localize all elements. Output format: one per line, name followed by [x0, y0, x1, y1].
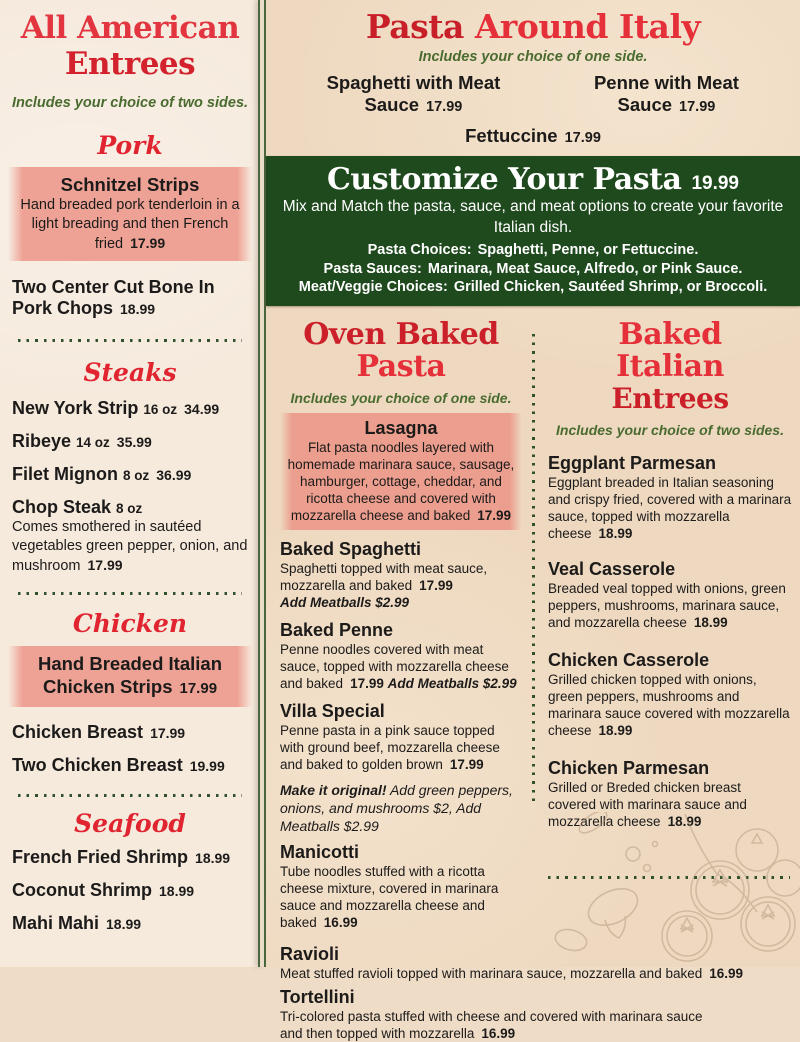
- desc-text: Penne noodles covered with meat sauce, topped with mozzarella cheese and baked: [280, 641, 509, 691]
- line-text: Marinara, Meat Sauce, Alfredo, or Pink Sauce.: [427, 260, 743, 277]
- item-price: 18.99: [598, 722, 633, 738]
- line-label: Meat/Veggie Choices:: [298, 279, 448, 295]
- item-name: Fettuccine: [465, 125, 558, 146]
- item-size: 8 oz: [116, 501, 143, 516]
- item-desc: [548, 580, 792, 631]
- baked-italian-title-line2: Italian: [616, 348, 724, 384]
- baked-italian-title-line3: Entrees: [611, 381, 729, 415]
- item-price: 16.99: [709, 965, 744, 981]
- dotted-divider: [18, 339, 242, 342]
- menu-item-chicken-strips: [8, 646, 252, 707]
- menu-item-lasagna: [280, 413, 522, 530]
- item-price: 16.99: [481, 1025, 516, 1041]
- item-size: 8 oz: [122, 468, 150, 483]
- banner-pasta-sauces: [276, 260, 790, 279]
- item-name: Ribeye: [12, 431, 72, 451]
- desc-text: Meat stuffed ravioli topped with marinara sauce, mozzarella and baked: [280, 965, 703, 981]
- menu-item-schnitzel-strips: [8, 167, 252, 261]
- banner-price: 19.99: [691, 173, 739, 194]
- pork-heading: Pork: [97, 131, 163, 160]
- menu-item-baked-penne: [280, 620, 522, 692]
- chicken-heading: Chicken: [72, 609, 188, 638]
- make-it-original-note: [280, 781, 522, 835]
- steaks-heading: Steaks: [83, 358, 177, 387]
- item-name: Coconut Shrimp: [12, 880, 152, 900]
- oven-baked-pasta-column: [266, 306, 532, 931]
- pasta-subtitle: Includes your choice of one side.: [418, 49, 648, 65]
- menu-item-ravioli: [280, 944, 790, 982]
- item-name: Tortellini: [280, 986, 355, 1007]
- item-size: 16 oz: [143, 402, 178, 417]
- item-name: Baked Penne: [280, 619, 394, 640]
- desc-text: Grilled or Breded chicken breast covered with marinara sauce and mozzarella cheese: [548, 779, 747, 829]
- note-rest: Add green peppers, onions, and mushrooms $2, Add Meatballs $2.99: [280, 781, 513, 834]
- menu-item-eggplant-parmesan: [548, 453, 792, 542]
- item-price: 18.99: [693, 614, 728, 630]
- item-price: 34.99: [184, 401, 220, 417]
- line-label: Pasta Sauces:: [323, 260, 422, 277]
- line-label: Pasta Choices:: [367, 242, 472, 258]
- item-price: 17.99: [179, 680, 218, 697]
- item-name: Chicken Breast: [12, 722, 144, 742]
- item-desc: [548, 671, 792, 739]
- menu-item-chop-steak: [8, 497, 252, 576]
- item-desc: [280, 722, 522, 773]
- item-name: Manicotti: [280, 841, 359, 862]
- item-price: 18.99: [598, 525, 633, 541]
- all-american-title-line2: Entrees: [64, 46, 196, 82]
- seafood-heading: Seafood: [74, 809, 186, 838]
- item-price: 17.99: [477, 507, 512, 523]
- menu-item-ribeye: [8, 431, 252, 452]
- menu-item-coconut-shrimp: [8, 880, 252, 901]
- item-price: 17.99: [679, 99, 716, 115]
- desc-text: Comes smothered in sautéed vegetables green pepper, onion, and mushroom: [12, 519, 248, 574]
- item-name: Penne with Meat Sauce: [593, 72, 739, 115]
- bottom-pasta-items: [266, 931, 800, 1042]
- menu-item-two-chicken-breast: [8, 755, 252, 776]
- menu-item-new-york-strip: [8, 398, 252, 419]
- all-american-subtitle: Includes your choice of two sides.: [11, 95, 249, 111]
- item-price: 19.99: [189, 758, 225, 774]
- item-name: New York Strip: [12, 398, 139, 418]
- desc-text: Flat pasta noodles layered with homemade marinara sauce, sausage, hamburger, cottage, cheddar, and ricotta cheese and covered with mozzarella cheese and baked: [287, 439, 515, 523]
- menu-item-mahi-mahi: [8, 913, 252, 934]
- item-name: Two Chicken Breast: [12, 755, 183, 775]
- oven-baked-subtitle: Includes your choice of one side.: [290, 389, 512, 406]
- all-american-title-line1: All American: [20, 10, 240, 46]
- dotted-divider: [18, 592, 242, 595]
- name-text: Hand Breaded Italian Chicken Strips: [37, 653, 222, 697]
- menu-item-chicken-casserole: [548, 650, 792, 739]
- item-name: Villa Special: [280, 700, 385, 721]
- item-name: Mahi Mahi: [12, 913, 100, 933]
- item-name: Veal Casserole: [548, 558, 676, 579]
- item-desc: [280, 863, 522, 931]
- item-name: Chicken Casserole: [548, 649, 710, 670]
- item-price: 35.99: [116, 434, 152, 450]
- menu-item-penne-meat-sauce: [547, 72, 786, 116]
- item-name: Filet Mignon: [12, 464, 118, 484]
- menu-item-fettuccine: [266, 125, 800, 147]
- oven-baked-title-line2: Pasta: [356, 348, 446, 384]
- line-text: Grilled Chicken, Sautéed Shrimp, or Broccoli.: [453, 279, 768, 295]
- item-price: 17.99: [564, 130, 601, 146]
- desc-text: Hand breaded pork tenderloin in a light breading and then French fried: [20, 197, 240, 252]
- item-price: 18.99: [195, 850, 231, 866]
- dotted-divider: [18, 794, 242, 797]
- desc-text: Tube noodles stuffed with a ricotta cheese mixture, covered in marinara sauce and mozzarella cheese and baked: [280, 863, 499, 930]
- oven-baked-title-line1: Oven Baked: [303, 316, 499, 352]
- item-name: Spaghetti with Meat Sauce: [326, 72, 501, 115]
- item-name: [16, 652, 244, 700]
- menu-item-veal-casserole: [548, 559, 792, 631]
- banner-title-row: [276, 163, 790, 196]
- menu-item-manicotti: [280, 842, 522, 931]
- item-desc: [280, 965, 750, 982]
- item-desc: [280, 1008, 710, 1042]
- menu-item-chicken-breast: [8, 722, 252, 743]
- desc-text: Breaded veal topped with onions, green peppers, mushrooms, marinara sauce, and mozzarella cheese: [548, 580, 786, 630]
- item-name: Baked Spaghetti: [280, 538, 422, 559]
- desc-text: Tri-colored pasta stuffed with cheese and covered with marinara sauce and then topped with mozzarella: [280, 1008, 703, 1041]
- all-american-column: [0, 0, 258, 967]
- title-part-pasta: Pasta: [365, 7, 464, 46]
- pasta-around-italy-title: [266, 7, 800, 47]
- desc-text: Grilled chicken topped with onions, green peppers, mushrooms and marinara sauce covered with mozzarella cheese: [548, 671, 790, 738]
- item-desc: [280, 560, 522, 594]
- title-part-around-italy: Around Italy: [463, 7, 701, 46]
- item-name: French Fried Shrimp: [12, 847, 189, 867]
- item-desc: [548, 474, 792, 542]
- menu-item-french-fried-shrimp: [8, 847, 252, 868]
- item-price: 17.99: [426, 99, 463, 115]
- line-text: Spaghetti, Penne, or Fettuccine.: [477, 242, 699, 258]
- item-price: 17.99: [150, 725, 186, 741]
- column-divider: [258, 0, 266, 967]
- baked-italian-title-line1: Baked: [618, 316, 722, 352]
- item-name: Chop Steak: [12, 497, 112, 517]
- item-price: 17.99: [130, 235, 166, 251]
- item-desc: [12, 518, 252, 576]
- item-desc: [284, 439, 518, 524]
- item-name: Two Center Cut Bone In Pork Chops: [12, 277, 215, 318]
- desc-text: Spaghetti topped with meat sauce, mozzarella and baked: [280, 560, 488, 593]
- menu-item-baked-spaghetti: [280, 539, 522, 611]
- customize-pasta-banner: [266, 156, 800, 306]
- item-price: 18.99: [120, 301, 156, 317]
- desc-text: Penne pasta in a pink sauce topped with ground beef, mozzarella cheese and baked to golden brown: [280, 722, 500, 772]
- item-size: 14 oz: [76, 435, 110, 450]
- banner-subtitle: Mix and Match the pasta, sauce, and meat options to create your favorite Italian dish.: [282, 198, 784, 236]
- banner-title: Customize Your Pasta: [327, 162, 682, 197]
- item-price: 16.99: [323, 914, 358, 930]
- menu-item-spaghetti-meat-sauce: [280, 72, 547, 116]
- baked-italian-subtitle: Includes your choice of two sides.: [556, 421, 784, 438]
- item-note: Add Meatballs $2.99: [387, 675, 517, 691]
- note-lead: Make it original!: [280, 781, 387, 798]
- banner-pasta-choices: [276, 241, 790, 260]
- menu-item-tortellini: [280, 987, 790, 1042]
- item-name: Lasagna: [364, 417, 438, 438]
- item-price: 17.99: [449, 756, 484, 772]
- item-price: 17.99: [350, 675, 384, 691]
- pasta-items-row: [266, 72, 800, 116]
- item-name: Ravioli: [280, 943, 340, 964]
- item-name: Schnitzel Strips: [60, 174, 200, 195]
- pasta-region: [266, 0, 800, 1041]
- item-desc: [16, 196, 244, 254]
- item-name: Eggplant Parmesan: [548, 452, 717, 473]
- item-desc: [280, 641, 522, 692]
- item-price: 17.99: [419, 577, 453, 593]
- item-note: Add Meatballs $2.99: [280, 594, 410, 610]
- pasta-around-italy-header: [266, 0, 800, 147]
- item-price: 36.99: [156, 467, 192, 483]
- item-price: 17.99: [87, 557, 123, 573]
- item-price: 18.99: [667, 813, 702, 829]
- banner-meat-veggie-choices: [276, 278, 790, 297]
- desc-text: Eggplant breaded in Italian seasoning and crispy fried, covered with a marinara sauce, topped with mozzarella cheese: [548, 474, 792, 541]
- item-price: 18.99: [159, 883, 195, 899]
- menu-item-pork-chops: [8, 277, 252, 319]
- menu-item-filet-mignon: [8, 464, 252, 485]
- menu-item-villa-special: [280, 701, 522, 773]
- item-name: Chicken Parmesan: [548, 757, 710, 778]
- item-price: 18.99: [106, 916, 142, 932]
